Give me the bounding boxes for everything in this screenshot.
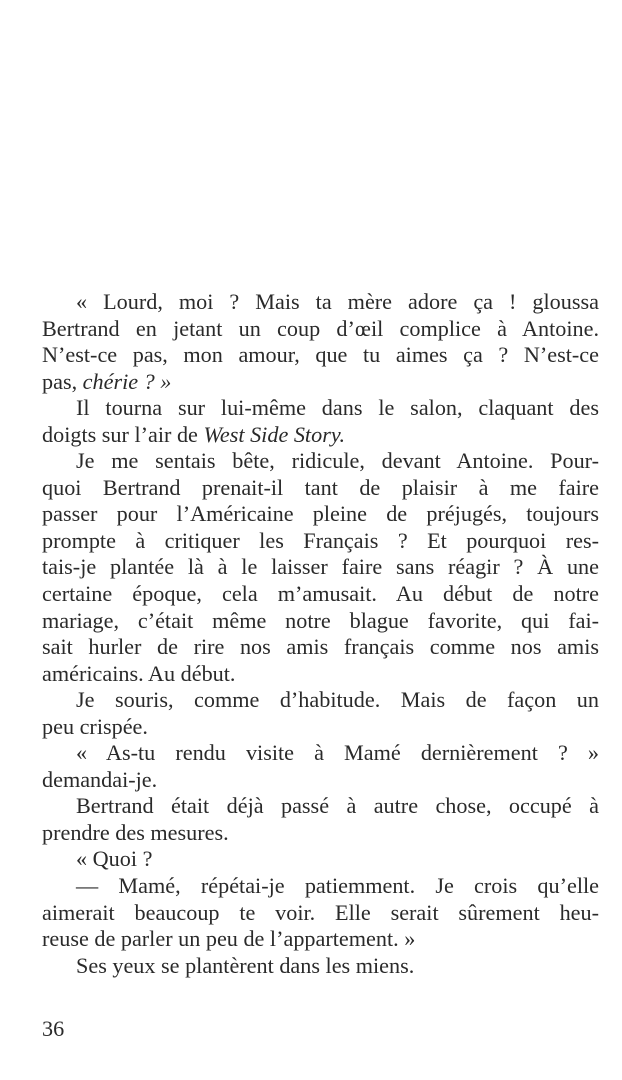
text-line: reuse de parler un peu de l’appartement. » <box>42 926 416 952</box>
text-line: certaine époque, cela m’amusait. Au début de notre <box>42 581 599 607</box>
text-line: prendre des mesures. <box>42 819 229 845</box>
text-line: aimerait beaucoup te voir. Elle serait sûrement heu- <box>42 899 599 925</box>
text-line: — Mamé, répétai-je patiemment. Je crois qu’elle <box>76 873 599 899</box>
text-line: Ses yeux se plantèrent dans les miens. <box>76 952 415 978</box>
text-line: quoi Bertrand prenait-il tant de plaisir à me faire <box>42 474 599 500</box>
text-line <box>42 369 599 396</box>
text-line: mariage, c’était même notre blague favorite, qui fai- <box>42 607 599 633</box>
text-line: « As-tu rendu visite à Mamé dernièrement ? » <box>76 740 599 766</box>
text-line: « Lourd, moi ? Mais ta mère adore ça ! gloussa <box>76 289 599 314</box>
italic-text-run: chérie ? » <box>82 368 172 394</box>
text-run: pas, <box>42 368 83 394</box>
book-page-body <box>42 289 599 979</box>
page-number: 36 <box>42 1016 65 1041</box>
italic-text-run: West Side Story. <box>203 421 345 447</box>
text-line: passer pour l’Américaine pleine de préjugés, toujours <box>42 501 599 527</box>
text-line: prompte à critiquer les Français ? Et pourquoi res- <box>42 527 599 553</box>
text-line: « Quoi ? <box>76 846 153 872</box>
text-line: américains. Au début. <box>42 660 236 686</box>
text-line: N’est-ce pas, mon amour, que tu aimes ça ? N’est-ce <box>42 342 599 368</box>
text-line <box>42 422 599 449</box>
text-line: Je souris, comme d’habitude. Mais de façon un <box>76 687 599 713</box>
text-run: doigts sur l’air de <box>42 421 204 447</box>
text-line: demandai-je. <box>42 766 158 792</box>
text-line: sait hurler de rire nos amis français comme nos amis <box>42 634 599 660</box>
text-line: peu crispée. <box>42 713 148 739</box>
text-line: Bertrand était déjà passé à autre chose, occupé à <box>76 793 599 819</box>
text-line: tais-je plantée là à le laisser faire sans réagir ? À une <box>42 554 599 580</box>
text-line: Je me sentais bête, ridicule, devant Antoine. Pour- <box>76 448 599 474</box>
text-line: Il tourna sur lui-même dans le salon, claquant des <box>76 395 599 421</box>
text-line: Bertrand en jetant un coup d’œil complice à Antoine. <box>42 315 599 341</box>
